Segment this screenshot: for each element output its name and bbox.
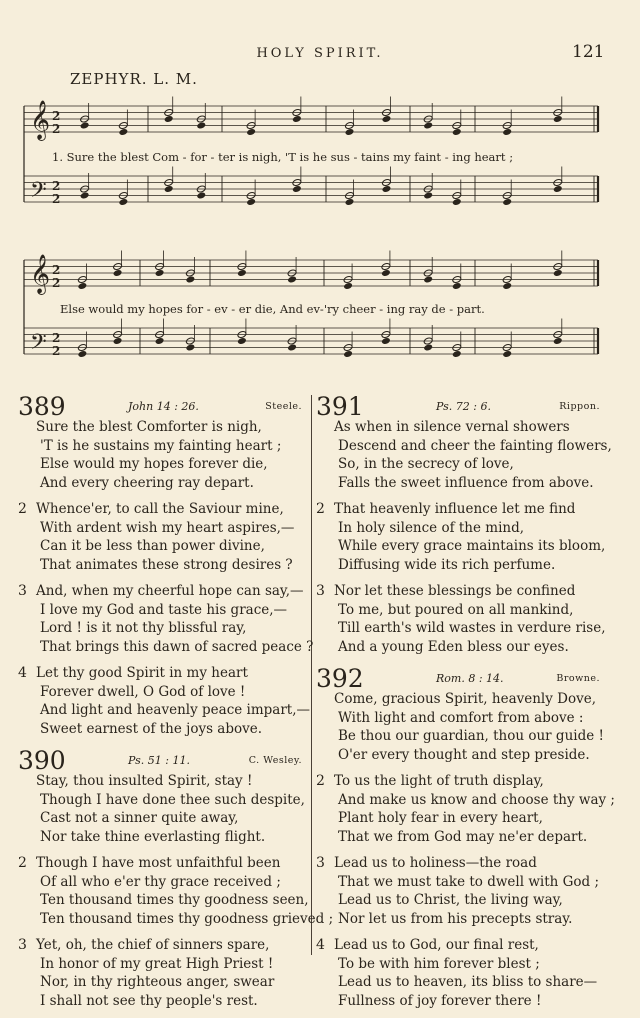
verse-line: Lead us to holiness—the road: [334, 855, 537, 871]
scripture-reference: Ps. 72 : 6.: [436, 400, 491, 413]
verse-line: Till earth's wild wastes in verdure rise,: [338, 620, 606, 636]
stanza: [316, 690, 606, 764]
verse-line: While every grace maintains its bloom,: [338, 538, 606, 554]
verse-line: Be thou our guardian, thou our guide !: [338, 728, 604, 744]
verse-line: Descend and cheer the fainting flowers,: [338, 437, 612, 454]
verse-line: That we must take to dwell with God ;: [338, 873, 600, 890]
verse-line: To be with him forever blest ;: [338, 955, 540, 972]
verse-line: That heavenly influence let me find: [334, 501, 576, 517]
svg-text:2: 2: [52, 263, 61, 277]
tune-lyrics-line-1: 1. Sure the blest Com - for - ter is nigh, 'T is he sus - tains my faint - ing heart ;: [52, 150, 514, 164]
hymn-number: 390: [18, 746, 66, 775]
verse-line: Plant holy fear in every heart,: [338, 810, 543, 826]
left-column: [18, 392, 334, 1018]
hymn-header: [18, 746, 308, 775]
hymn-number: 392: [316, 664, 364, 693]
verse-line: Lead us to God, our final rest,: [334, 937, 539, 953]
verse-line: And every cheering ray depart.: [40, 474, 254, 491]
tune-title: ZEPHYR. L. M.: [70, 70, 198, 88]
verse-line: Ten thousand times thy goodness seen,: [40, 892, 309, 908]
verse-line: Come, gracious Spirit, heavenly Dove,: [334, 691, 597, 707]
stanza-number: 3: [316, 855, 325, 871]
running-head: HOLY SPIRIT.: [256, 46, 384, 61]
verse-line: In honor of my great High Priest !: [40, 955, 274, 972]
verse-line: Of all who e'er thy grace received ;: [40, 873, 281, 890]
verse-line: That animates these strong desires ?: [40, 556, 293, 573]
verse-line: So, in the secrecy of love,: [338, 456, 514, 472]
svg-text:2: 2: [52, 192, 61, 206]
stanza: [18, 664, 311, 738]
verse-line: I love my God and taste his grace,—: [40, 601, 288, 618]
verse-line: Stay, thou insulted Spirit, stay !: [36, 773, 253, 789]
svg-text:2: 2: [52, 331, 61, 345]
stanza-number: 2: [316, 501, 325, 517]
tune-lyrics-line-2: Else would my hopes for - ev - er die, And ev-'ry cheer - ing ray de - part.: [60, 302, 485, 316]
scripture-reference: Rom. 8 : 14.: [436, 672, 504, 685]
scripture-reference: Ps. 51 : 11.: [128, 754, 190, 767]
stanza: [18, 418, 308, 492]
verse-line: Can it be less than power divine,: [40, 538, 265, 554]
hymn: [18, 746, 334, 1010]
verse-line: I shall not see thy people's rest.: [40, 992, 258, 1009]
verse-line: To us the light of truth display,: [334, 773, 544, 789]
verse-line: Ten thousand times thy goodness grieved ;: [40, 910, 334, 927]
stanza: [18, 772, 308, 846]
hymn: [316, 392, 612, 656]
stanza-number: 2: [18, 855, 27, 871]
hymn-author: Steele.: [265, 401, 302, 412]
stanza: [316, 854, 606, 928]
svg-text:2: 2: [52, 109, 61, 123]
verse-line: That brings this dawn of sacred peace ?: [40, 638, 314, 655]
verse-line: Though I have done thee such despite,: [40, 791, 305, 808]
stanza-number: 2: [316, 773, 325, 789]
hymn-number: 391: [316, 392, 364, 421]
verse-line: Whence'er, to call the Saviour mine,: [36, 501, 284, 517]
verse-line: As when in silence vernal showers: [334, 419, 570, 435]
stanza: [18, 500, 308, 574]
verse-line: Let thy good Spirit in my heart: [36, 665, 248, 681]
verse-line: Nor take thine everlasting flight.: [40, 828, 266, 845]
hymn-header: [18, 392, 308, 421]
verse-line: Sure the blest Comforter is nigh,: [36, 419, 262, 435]
verse-line: Though I have most unfaithful been: [36, 855, 281, 871]
verse-line: Nor let these blessings be confined: [334, 583, 576, 599]
stanza-number: 2: [18, 501, 27, 517]
verse-line: In holy silence of the mind,: [338, 519, 525, 536]
verse-line: Fullness of joy forever there !: [338, 992, 542, 1009]
stanza: [18, 936, 308, 1010]
hymn-author: Rippon.: [559, 401, 600, 412]
stanza-number: 3: [18, 583, 27, 599]
svg-text:2: 2: [52, 122, 61, 136]
stanza-number: 4: [18, 665, 27, 681]
verse-line: Lord ! is it not thy blissful ray,: [40, 620, 247, 636]
hymn-header: [316, 664, 606, 693]
stanza: [316, 500, 606, 574]
hymn: [18, 392, 314, 738]
verse-line: Lead us to Christ, the living way,: [338, 892, 563, 908]
verse-line: Yet, oh, the chief of sinners spare,: [36, 937, 270, 953]
stanza-number: 3: [316, 583, 325, 599]
svg-text:𝄢: 𝄢: [30, 330, 47, 360]
verse-line: With ardent wish my heart aspires,—: [40, 519, 295, 536]
verse-line: Forever dwell, O God of love !: [40, 683, 246, 700]
verse-line: With light and comfort from above :: [338, 709, 584, 726]
svg-text:2: 2: [52, 179, 61, 193]
verse-line: Diffusing wide its rich perfume.: [338, 556, 556, 573]
verse-line: Lead us to heaven, its bliss to share—: [338, 974, 598, 990]
svg-text:𝄞: 𝄞: [30, 100, 51, 140]
stanza: [316, 418, 612, 492]
verse-line: That we from God may ne'er depart.: [338, 828, 588, 845]
hymn-author: Browne.: [556, 673, 600, 684]
verse-line: And light and heavenly peace impart,—: [40, 702, 311, 718]
verse-line: 'T is he sustains my fainting heart ;: [40, 437, 282, 454]
svg-text:𝄞: 𝄞: [30, 254, 51, 294]
verse-line: And make us know and choose thy way ;: [338, 791, 615, 808]
stanza: [316, 582, 606, 656]
stanza: [18, 854, 334, 928]
verse-line: And a young Eden bless our eyes.: [338, 638, 569, 655]
stanza-number: 4: [316, 937, 325, 953]
stanza: [316, 772, 615, 846]
verse-line: Cast not a sinner quite away,: [40, 810, 239, 826]
hymn-number: 389: [18, 392, 66, 421]
verse-line: Sweet earnest of the joys above.: [40, 720, 263, 737]
stanza: [316, 936, 606, 1010]
scripture-reference: John 14 : 26.: [128, 400, 199, 413]
verse-line: Falls the sweet influence from above.: [338, 474, 594, 491]
column-divider: [311, 395, 312, 955]
stanza-number: 3: [18, 937, 27, 953]
svg-text:2: 2: [52, 344, 61, 358]
hymn: [316, 664, 615, 1010]
verse-line: And, when my cheerful hope can say,—: [36, 583, 304, 599]
verse-line: Else would my hopes forever die,: [40, 456, 268, 472]
stanza: [18, 582, 314, 656]
svg-text:𝄢: 𝄢: [30, 178, 47, 208]
verse-line: Nor, in thy righteous anger, swear: [40, 974, 275, 990]
svg-text:2: 2: [52, 276, 61, 290]
right-column: [316, 392, 615, 1018]
verse-line: O'er every thought and step preside.: [338, 746, 590, 763]
verse-line: Nor let us from his precepts stray.: [338, 910, 573, 927]
hymn-header: [316, 392, 606, 421]
page-number: 121: [572, 42, 605, 62]
hymn-author: C. Wesley.: [248, 755, 302, 766]
verse-line: To me, but poured on all mankind,: [338, 601, 574, 618]
